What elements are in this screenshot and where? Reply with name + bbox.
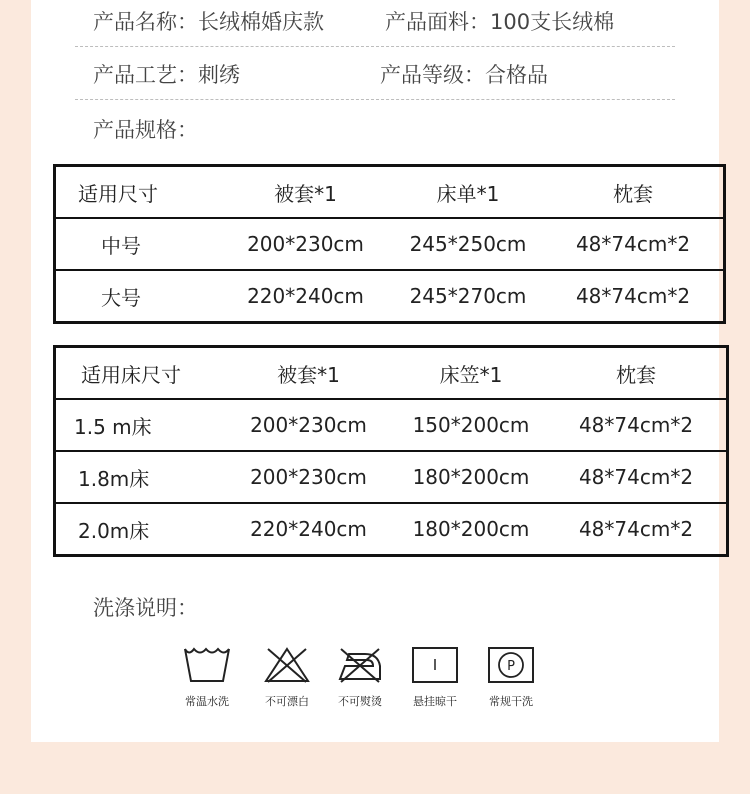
table-cell: 220*240cm xyxy=(247,284,364,308)
wash-caption: 悬挂晾干 xyxy=(413,695,457,708)
spec-label: 产品规格： xyxy=(93,118,198,142)
table-cell: 48*74cm*2 xyxy=(546,451,728,503)
wash-item xyxy=(476,646,546,709)
header-cell: 床单*1 xyxy=(393,166,543,219)
size-cell: 中号 xyxy=(55,218,219,270)
size-cell: 大号 xyxy=(101,285,141,310)
line-dry-icon xyxy=(410,646,460,684)
header-cell: 床笠*1 xyxy=(396,347,546,400)
header-cell: 被套*1 xyxy=(218,166,393,219)
table-cell: 200*230cm xyxy=(218,218,393,270)
table-header-row xyxy=(55,347,728,400)
wash-caption: 不可漂白 xyxy=(265,695,309,708)
spec-table-fitted xyxy=(53,345,729,557)
wash-caption: 不可熨烫 xyxy=(338,695,382,708)
no-iron-icon xyxy=(335,646,385,684)
washtub-icon xyxy=(182,646,232,684)
product-grade: 产品等级：合格品 xyxy=(380,63,548,87)
no-bleach-icon xyxy=(262,646,312,684)
wash-item xyxy=(252,646,322,709)
table-cell: 48*74cm*2 xyxy=(578,517,694,541)
header-cell: 枕套 xyxy=(543,166,725,219)
wash-item xyxy=(325,646,395,709)
table-row xyxy=(55,399,728,451)
header-cell: 被套*1 xyxy=(221,347,396,400)
table-cell: 180*200cm xyxy=(396,451,546,503)
wash-caption: 常温水洗 xyxy=(185,695,229,708)
header-cell: 适用尺寸 xyxy=(55,166,219,219)
divider xyxy=(75,99,675,100)
dry-clean-icon xyxy=(486,646,536,684)
header-cell: 适用床尺寸 xyxy=(55,347,222,400)
divider xyxy=(75,46,675,47)
header-cell: 枕套 xyxy=(546,347,728,400)
table-row xyxy=(55,451,728,503)
size-cell: 1.5 m床 xyxy=(55,399,222,451)
info-row-2 xyxy=(75,59,675,109)
table-cell: 245*250cm xyxy=(393,218,543,270)
wash-label: 洗涤说明： xyxy=(93,596,198,620)
product-fabric: 产品面料：100支长绒棉 xyxy=(385,10,615,34)
wash-caption: 常规干洗 xyxy=(489,695,533,708)
wash-item xyxy=(400,646,470,709)
table-row xyxy=(55,270,725,323)
wash-item xyxy=(172,646,242,709)
table-cell: 200*230cm xyxy=(221,399,396,451)
product-name: 产品名称：长绒棉婚庆款 xyxy=(93,10,324,34)
table-cell: 48*74cm*2 xyxy=(546,399,728,451)
table-cell: 200*230cm xyxy=(221,451,396,503)
table-cell: 150*200cm xyxy=(396,399,546,451)
table-header-row xyxy=(55,166,725,219)
table-cell: 220*240cm xyxy=(250,517,367,541)
table-cell: 180*200cm xyxy=(412,517,530,541)
table-cell: 48*74cm*2 xyxy=(543,218,725,270)
size-cell: 2.0m床 xyxy=(78,518,150,543)
table-row xyxy=(55,503,728,556)
size-cell: 1.8m床 xyxy=(55,451,222,503)
table-cell: 245*270cm xyxy=(409,284,527,308)
spec-table-sheet xyxy=(53,164,726,324)
product-craft: 产品工艺：刺绣 xyxy=(93,63,240,87)
info-row-1 xyxy=(75,6,675,56)
table-cell: 48*74cm*2 xyxy=(575,284,691,308)
table-row xyxy=(55,218,725,270)
svg-text:P: P xyxy=(507,659,515,674)
